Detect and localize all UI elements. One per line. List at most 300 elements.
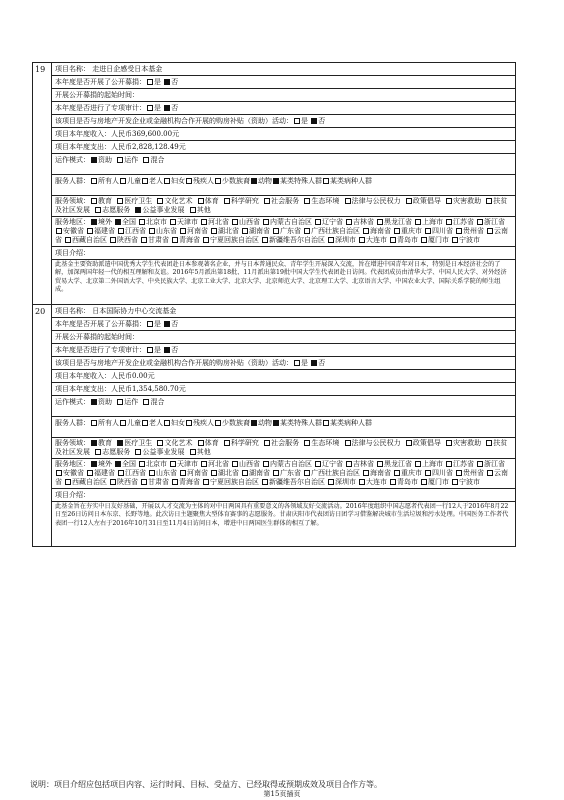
region-option: 深圳市 <box>335 236 356 244</box>
field-2-checkbox[interactable] <box>157 440 163 446</box>
income-row <box>52 128 515 141</box>
region-option: 贵州省 <box>463 227 484 235</box>
region-option: 甘肃省 <box>148 236 169 244</box>
region-4-checkbox[interactable] <box>201 219 207 225</box>
crowd-option: 残疾人 <box>193 419 214 427</box>
region-15-checkbox[interactable] <box>118 228 124 234</box>
field-5-checkbox[interactable] <box>264 198 270 204</box>
field-11-checkbox[interactable] <box>95 207 101 213</box>
project-name: 日本国际协力中心交流基金 <box>92 307 177 315</box>
field-5-checkbox[interactable] <box>264 440 270 446</box>
region-option: 重庆市 <box>401 227 422 235</box>
region-5-checkbox[interactable] <box>232 461 238 467</box>
field-4-checkbox[interactable] <box>224 440 230 446</box>
region-option: 河南省 <box>187 227 208 235</box>
region-33-checkbox[interactable] <box>328 479 334 485</box>
region-option: 黑龙江省 <box>384 460 412 468</box>
region-15-checkbox[interactable] <box>118 470 124 476</box>
region-option: 山西省 <box>239 460 260 468</box>
region-option: 陕西省 <box>117 478 138 486</box>
field-11-checkbox[interactable] <box>95 449 101 455</box>
crowd-6-checkbox[interactable] <box>251 420 257 426</box>
region-option: 四川省 <box>432 469 453 477</box>
region-option: 境外 <box>98 218 112 226</box>
region-16-checkbox[interactable] <box>149 228 155 234</box>
crowd-2-checkbox[interactable] <box>142 420 148 426</box>
crowd-1-checkbox[interactable] <box>120 420 126 426</box>
region-21-checkbox[interactable] <box>304 228 310 234</box>
mode-label: 运作模式： <box>55 398 90 406</box>
mode-2-checkbox[interactable] <box>143 399 149 405</box>
region-18-checkbox[interactable] <box>211 228 217 234</box>
region-option: 北京市 <box>146 218 167 226</box>
field-8-checkbox[interactable] <box>406 198 412 204</box>
housing-subsidy-option: 是 <box>301 117 308 125</box>
region-31-checkbox[interactable] <box>203 479 209 485</box>
region-option: 云南省 <box>55 227 508 244</box>
crowd-label: 服务人群： <box>55 177 90 185</box>
expense-text: 项目本年度支出：人民币1,354,580.70元 <box>55 385 186 393</box>
crowd-3-checkbox[interactable] <box>164 178 170 184</box>
region-8-checkbox[interactable] <box>346 461 352 467</box>
region-1-checkbox[interactable] <box>115 461 121 467</box>
region-7-checkbox[interactable] <box>315 219 321 225</box>
region-6-checkbox[interactable] <box>263 219 269 225</box>
field-option: 医疗卫生 <box>124 197 153 205</box>
region-18-checkbox[interactable] <box>211 470 217 476</box>
field-7-checkbox[interactable] <box>345 198 351 204</box>
region-5-checkbox[interactable] <box>232 219 238 225</box>
region-option: 江苏省 <box>453 218 474 226</box>
field-label: 服务领域： <box>55 197 90 205</box>
field-13-checkbox[interactable] <box>190 449 196 455</box>
region-28-checkbox[interactable] <box>110 479 116 485</box>
income-text: 项目本年度收入：人民币0.00元 <box>55 372 155 380</box>
region-25-checkbox[interactable] <box>456 228 462 234</box>
region-10-checkbox[interactable] <box>415 219 421 225</box>
region-option: 大连市 <box>366 478 387 486</box>
project-block <box>33 63 515 305</box>
crowd-5-checkbox[interactable] <box>215 420 221 426</box>
region-option: 甘肃省 <box>148 478 169 486</box>
income-text: 项目本年度收入：人民币369,600.00元 <box>55 130 180 138</box>
special-audit-option: 是 <box>154 346 161 354</box>
field-3-checkbox[interactable] <box>198 198 204 204</box>
region-option: 天津市 <box>177 218 198 226</box>
crowd-5-checkbox[interactable] <box>215 178 221 184</box>
region-21-checkbox[interactable] <box>304 470 310 476</box>
region-28-checkbox[interactable] <box>110 237 116 243</box>
region-1-checkbox[interactable] <box>115 219 121 225</box>
field-option: 社会服务 <box>271 197 300 205</box>
region-12-checkbox[interactable] <box>477 461 483 467</box>
expense-row <box>52 141 515 154</box>
mode-option: 混合 <box>150 156 165 164</box>
public-fundraising-0-checkbox[interactable] <box>147 321 153 327</box>
region-24-checkbox[interactable] <box>425 470 431 476</box>
crowd-option: 老人 <box>149 419 163 427</box>
region-9-checkbox[interactable] <box>377 461 383 467</box>
region-27-checkbox[interactable] <box>65 237 71 243</box>
region-option: 深圳市 <box>335 478 356 486</box>
field-option: 教育 <box>98 439 112 447</box>
field-option: 灾害救助 <box>453 439 482 447</box>
region-option: 宁夏回族自治区 <box>210 478 259 486</box>
mode-1-checkbox[interactable] <box>117 399 123 405</box>
public-fundraising-option: 否 <box>171 78 179 86</box>
region-16-checkbox[interactable] <box>149 470 155 476</box>
mode-row <box>52 154 515 175</box>
field-1-checkbox[interactable] <box>117 198 123 204</box>
region-13-checkbox[interactable] <box>56 470 62 476</box>
crowd-option: 某类特殊人群 <box>280 419 322 427</box>
region-option: 青岛市 <box>397 478 418 486</box>
field-9-checkbox[interactable] <box>446 440 452 446</box>
region-8-checkbox[interactable] <box>346 219 352 225</box>
region-row <box>52 217 515 247</box>
crowd-1-checkbox[interactable] <box>120 178 126 184</box>
region-option: 山东省 <box>156 227 177 235</box>
region-option: 四川省 <box>432 227 453 235</box>
crowd-option: 某类病种人群 <box>330 177 372 185</box>
field-option: 教育 <box>98 197 112 205</box>
region-14-checkbox[interactable] <box>87 470 93 476</box>
field-13-checkbox[interactable] <box>190 207 196 213</box>
region-option: 福建省 <box>94 227 115 235</box>
project-name-row <box>52 305 515 318</box>
field-option: 社会服务 <box>271 439 300 447</box>
region-option: 湖南省 <box>249 469 270 477</box>
crowd-0-checkbox[interactable] <box>91 420 97 426</box>
special-audit-1-checkbox[interactable] <box>164 105 170 111</box>
crowd-3-checkbox[interactable] <box>164 420 170 426</box>
region-option: 湖北省 <box>218 227 239 235</box>
crowd-option: 少数族裔 <box>222 177 250 185</box>
region-option: 江西省 <box>125 469 146 477</box>
region-option: 安徽省 <box>63 469 84 477</box>
field-option: 志愿服务 <box>102 206 131 214</box>
region-option: 吉林省 <box>353 460 374 468</box>
field-option: 体育 <box>204 197 219 205</box>
field-option: 政策倡导 <box>412 439 441 447</box>
mode-2-checkbox[interactable] <box>143 157 149 163</box>
region-option: 青海省 <box>179 478 200 486</box>
intro-label-row <box>52 247 515 260</box>
field-option: 科学研究 <box>230 439 259 447</box>
field-0-checkbox[interactable] <box>91 198 97 204</box>
region-2-checkbox[interactable] <box>139 461 145 467</box>
crowd-4-checkbox[interactable] <box>186 178 192 184</box>
crowd-row <box>52 417 515 438</box>
region-option: 境外 <box>98 460 112 468</box>
special-audit-1-checkbox[interactable] <box>164 347 170 353</box>
project-name-row <box>52 63 515 76</box>
field-6-checkbox[interactable] <box>304 198 310 204</box>
region-30-checkbox[interactable] <box>172 237 178 243</box>
field-2-checkbox[interactable] <box>157 198 163 204</box>
region-0-checkbox[interactable] <box>91 219 97 225</box>
field-8-checkbox[interactable] <box>406 440 412 446</box>
public-fundraising-row <box>52 318 515 331</box>
housing-subsidy-option: 否 <box>318 117 326 125</box>
field-option: 其他 <box>196 448 211 456</box>
region-34-checkbox[interactable] <box>359 479 365 485</box>
region-20-checkbox[interactable] <box>273 470 279 476</box>
region-3-checkbox[interactable] <box>170 461 176 467</box>
region-30-checkbox[interactable] <box>172 479 178 485</box>
special-audit-row <box>52 102 515 115</box>
page-number: 第15页插页 <box>263 790 301 798</box>
region-option: 福建省 <box>94 469 115 477</box>
expense-row <box>52 383 515 396</box>
region-label: 服务地区： <box>55 460 90 468</box>
region-option: 厦门市 <box>428 478 449 486</box>
region-option: 新疆维吾尔自治区 <box>269 236 325 244</box>
crowd-7-checkbox[interactable] <box>273 178 279 184</box>
field-3-checkbox[interactable] <box>198 440 204 446</box>
region-3-checkbox[interactable] <box>170 219 176 225</box>
region-option: 江苏省 <box>453 460 474 468</box>
region-option: 河北省 <box>208 218 229 226</box>
region-option: 吉林省 <box>353 218 374 226</box>
region-31-checkbox[interactable] <box>203 237 209 243</box>
region-32-checkbox[interactable] <box>262 237 268 243</box>
region-option: 河北省 <box>208 460 229 468</box>
project-name: 走进日企感受日本基金 <box>92 65 163 73</box>
region-29-checkbox[interactable] <box>141 237 147 243</box>
region-option: 上海市 <box>422 218 443 226</box>
region-option: 西藏自治区 <box>72 236 107 244</box>
field-option: 其他 <box>196 206 211 214</box>
region-35-checkbox[interactable] <box>390 237 396 243</box>
housing-subsidy-0-checkbox[interactable] <box>294 118 300 124</box>
region-option: 浙江省 <box>484 218 505 226</box>
field-option: 科学研究 <box>230 197 259 205</box>
region-option: 海南省 <box>370 227 391 235</box>
region-option: 广东省 <box>280 227 301 235</box>
field-12-checkbox[interactable] <box>135 449 141 455</box>
region-0-checkbox[interactable] <box>91 461 97 467</box>
region-37-checkbox[interactable] <box>452 479 458 485</box>
crowd-option: 儿童 <box>127 177 141 185</box>
field-1-checkbox[interactable] <box>117 440 123 446</box>
region-9-checkbox[interactable] <box>377 219 383 225</box>
field-9-checkbox[interactable] <box>446 198 452 204</box>
crowd-option: 儿童 <box>127 419 141 427</box>
region-26-checkbox[interactable] <box>487 470 493 476</box>
region-36-checkbox[interactable] <box>421 237 427 243</box>
region-19-checkbox[interactable] <box>242 228 248 234</box>
field-option: 法律与公民权力 <box>351 439 401 447</box>
housing-subsidy-1-checkbox[interactable] <box>311 118 317 124</box>
project-number: 19 <box>33 63 52 304</box>
region-12-checkbox[interactable] <box>477 219 483 225</box>
crowd-option: 某类特殊人群 <box>280 177 322 185</box>
region-option: 青岛市 <box>397 236 418 244</box>
region-10-checkbox[interactable] <box>415 461 421 467</box>
housing-subsidy-row <box>52 115 515 128</box>
start-time-row <box>52 331 515 344</box>
region-option: 山西省 <box>239 218 260 226</box>
crowd-8-checkbox[interactable] <box>323 178 329 184</box>
mode-0-checkbox[interactable] <box>91 399 97 405</box>
region-option: 大连市 <box>366 236 387 244</box>
income-row <box>52 370 515 383</box>
crowd-7-checkbox[interactable] <box>273 420 279 426</box>
region-37-checkbox[interactable] <box>452 237 458 243</box>
region-option: 湖南省 <box>249 227 270 235</box>
start-time-label: 开展公开募捐的起始时间： <box>55 333 139 341</box>
crowd-option: 动物 <box>258 419 272 427</box>
region-22-checkbox[interactable] <box>363 470 369 476</box>
region-33-checkbox[interactable] <box>328 237 334 243</box>
region-34-checkbox[interactable] <box>359 237 365 243</box>
region-27-checkbox[interactable] <box>65 479 71 485</box>
crowd-4-checkbox[interactable] <box>186 420 192 426</box>
field-10-checkbox[interactable] <box>486 440 492 446</box>
special-audit-0-checkbox[interactable] <box>147 347 153 353</box>
region-19-checkbox[interactable] <box>242 470 248 476</box>
field-label: 服务领域： <box>55 439 90 447</box>
field-7-checkbox[interactable] <box>345 440 351 446</box>
intro-label: 项目介绍： <box>55 249 90 257</box>
special-audit-0-checkbox[interactable] <box>147 105 153 111</box>
intro-text: 此基金旨在夯实中日友好基础，开展以人才交流为主体的对中日两国具有重要意义的各领域友好交流活动。2016年度组织中国志愿者代表团一行12人于2016年8月22日至26日访问日本东京、长野等地。此次访日主题聚焦大型体育赛事的志愿服务。甘肃庆阳市代表团访日团学习借鉴解决城市生活垃圾和污水处理。中国医务工作者代表团一行12人左右于2016年10月31日至11月4日访问日本，增进中日两国医生群体的相互了解。 <box>55 503 509 527</box>
region-11-checkbox[interactable] <box>446 219 452 225</box>
region-6-checkbox[interactable] <box>263 461 269 467</box>
field-option: 法律与公民权力 <box>351 197 401 205</box>
public-fundraising-1-checkbox[interactable] <box>164 321 170 327</box>
field-option: 公益事业发展 <box>142 448 185 456</box>
special-audit-option: 是 <box>154 104 161 112</box>
housing-subsidy-row <box>52 357 515 370</box>
mode-0-checkbox[interactable] <box>91 157 97 163</box>
region-24-checkbox[interactable] <box>425 228 431 234</box>
field-6-checkbox[interactable] <box>304 440 310 446</box>
region-option: 广西壮族自治区 <box>311 227 360 235</box>
field-option: 生态环境 <box>311 439 340 447</box>
region-option: 上海市 <box>422 460 443 468</box>
region-option: 浙江省 <box>484 460 505 468</box>
special-audit-row <box>52 344 515 357</box>
start-time-row <box>52 89 515 102</box>
housing-subsidy-1-checkbox[interactable] <box>311 360 317 366</box>
region-4-checkbox[interactable] <box>201 461 207 467</box>
field-row <box>52 196 515 217</box>
mode-1-checkbox[interactable] <box>117 157 123 163</box>
region-7-checkbox[interactable] <box>315 461 321 467</box>
region-option: 内蒙古自治区 <box>270 218 312 226</box>
region-11-checkbox[interactable] <box>446 461 452 467</box>
field-12-checkbox[interactable] <box>135 207 141 213</box>
intro-label-row <box>52 489 515 502</box>
footer-note: 说明：项目介绍应包括项目内容、运行时间、目标、受益方、已经取得或预期成效及项目合作方等。 <box>30 780 382 789</box>
region-36-checkbox[interactable] <box>421 479 427 485</box>
crowd-option: 妇女 <box>171 419 185 427</box>
special-audit-question: 本年度是否进行了专项审计： <box>55 346 146 354</box>
region-22-checkbox[interactable] <box>363 228 369 234</box>
field-option: 生态环境 <box>311 197 340 205</box>
field-option: 文化艺术 <box>164 197 193 205</box>
expense-text: 项目本年度支出：人民币2,828,128.49元 <box>55 143 186 151</box>
crowd-option: 少数族裔 <box>222 419 250 427</box>
region-14-checkbox[interactable] <box>87 228 93 234</box>
region-25-checkbox[interactable] <box>456 470 462 476</box>
field-option: 灾害救助 <box>453 197 482 205</box>
field-option: 医疗卫生 <box>124 439 153 447</box>
field-option: 政策倡导 <box>412 197 441 205</box>
public-fundraising-0-checkbox[interactable] <box>147 79 153 85</box>
field-0-checkbox[interactable] <box>91 440 97 446</box>
mode-option: 资助 <box>98 156 112 164</box>
region-option: 河南省 <box>187 469 208 477</box>
region-32-checkbox[interactable] <box>262 479 268 485</box>
intro-text: 此基金主要资助派遣中国优秀大学生代表团赴日本参观著名企业，并与日本普通民众、青年学生开展深入交流，旨在增进中国青年对日本，特别是日本经济社会的了解，加深两国年轻一代的相互理解和友谊。2016年5月派出第18批、11月派出第19批中国大学生代表团赴日访问。代表团成员由清华大学、中国人民大学、对外经济贸易大学、北京第二外国语大学、中央民族大学、北京工业大学、北京大学、北京师范大学、北京理工大学、北京语言大学、中国农业大学、国际关系学院的师生组成。 <box>55 261 507 293</box>
crowd-2-checkbox[interactable] <box>142 178 148 184</box>
housing-subsidy-option: 是 <box>301 359 308 367</box>
field-option: 扶贫及社区发展 <box>55 197 508 214</box>
housing-subsidy-0-checkbox[interactable] <box>294 360 300 366</box>
region-option: 全国 <box>122 218 136 226</box>
crowd-6-checkbox[interactable] <box>251 178 257 184</box>
crowd-option: 动物 <box>258 177 272 185</box>
region-23-checkbox[interactable] <box>394 470 400 476</box>
field-row <box>52 438 515 459</box>
region-option: 云南省 <box>55 469 508 486</box>
special-audit-question: 本年度是否进行了专项审计： <box>55 104 146 112</box>
region-option: 全国 <box>122 460 136 468</box>
region-23-checkbox[interactable] <box>394 228 400 234</box>
public-fundraising-question: 本年度是否开展了公开募捐： <box>55 78 146 86</box>
region-option: 山东省 <box>156 469 177 477</box>
field-option: 体育 <box>204 439 219 447</box>
region-17-checkbox[interactable] <box>180 470 186 476</box>
region-option: 青海省 <box>179 236 200 244</box>
crowd-option: 妇女 <box>171 177 185 185</box>
public-fundraising-option: 否 <box>171 320 179 328</box>
region-option: 广东省 <box>280 469 301 477</box>
region-option: 厦门市 <box>428 236 449 244</box>
region-29-checkbox[interactable] <box>141 479 147 485</box>
region-13-checkbox[interactable] <box>56 228 62 234</box>
region-2-checkbox[interactable] <box>139 219 145 225</box>
field-10-checkbox[interactable] <box>486 198 492 204</box>
region-option: 宁夏回族自治区 <box>210 236 259 244</box>
crowd-0-checkbox[interactable] <box>91 178 97 184</box>
public-fundraising-1-checkbox[interactable] <box>164 79 170 85</box>
region-17-checkbox[interactable] <box>180 228 186 234</box>
region-option: 广西壮族自治区 <box>311 469 360 477</box>
field-option: 文化艺术 <box>164 439 193 447</box>
field-option: 扶贫及社区发展 <box>55 439 508 456</box>
region-option: 陕西省 <box>117 236 138 244</box>
special-audit-option: 否 <box>171 346 179 354</box>
crowd-option: 残疾人 <box>193 177 214 185</box>
region-26-checkbox[interactable] <box>487 228 493 234</box>
region-option: 辽宁省 <box>322 218 343 226</box>
region-20-checkbox[interactable] <box>273 228 279 234</box>
region-option: 内蒙古自治区 <box>270 460 312 468</box>
region-option: 辽宁省 <box>322 460 343 468</box>
region-label: 服务地区： <box>55 218 90 226</box>
region-option: 黑龙江省 <box>384 218 412 226</box>
mode-option: 资助 <box>98 398 112 406</box>
crowd-8-checkbox[interactable] <box>323 420 329 426</box>
field-option: 公益事业发展 <box>142 206 185 214</box>
crowd-row <box>52 175 515 196</box>
field-4-checkbox[interactable] <box>224 198 230 204</box>
region-35-checkbox[interactable] <box>390 479 396 485</box>
